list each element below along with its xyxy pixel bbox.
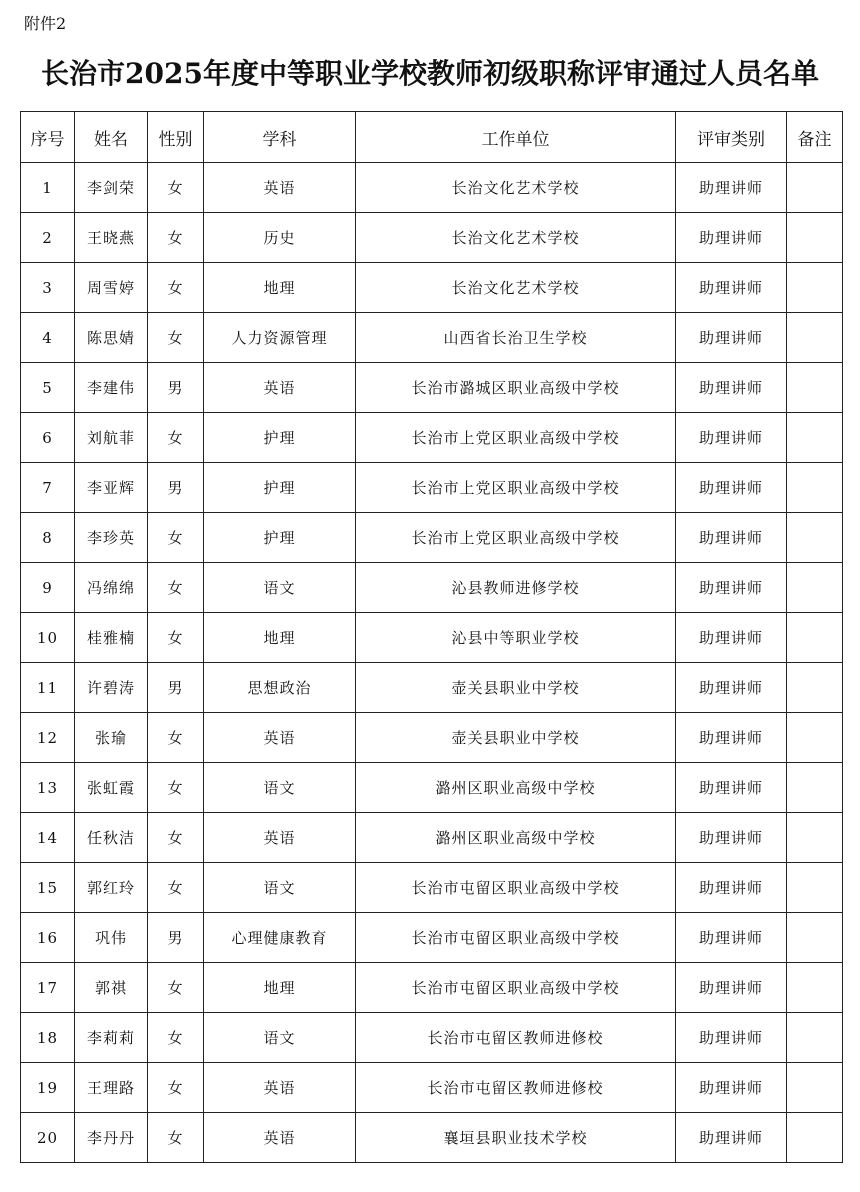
page-title: 长治市2025年度中等职业学校教师初级职称评审通过人员名单	[41, 57, 819, 90]
cell-remarks	[787, 913, 843, 963]
cell-index: 20	[21, 1113, 75, 1163]
cell-name: 李珍英	[75, 513, 148, 563]
cell-gender: 女	[148, 863, 204, 913]
table-header-row	[21, 112, 843, 163]
cell-workplace: 沁县教师进修学校	[356, 563, 676, 613]
cell-name: 王理路	[75, 1063, 148, 1113]
cell-workplace: 长治市屯留区职业高级中学校	[356, 863, 676, 913]
cell-remarks	[787, 163, 843, 213]
cell-remarks	[787, 1113, 843, 1163]
cell-workplace: 长治市屯留区职业高级中学校	[356, 913, 676, 963]
attachment-label: 附件2	[24, 14, 67, 33]
cell-review-category: 助理讲师	[676, 513, 787, 563]
cell-remarks	[787, 263, 843, 313]
cell-name: 桂雅楠	[75, 613, 148, 663]
cell-subject: 思想政治	[204, 663, 356, 713]
cell-gender: 女	[148, 213, 204, 263]
cell-index: 11	[21, 663, 75, 713]
cell-subject: 历史	[204, 213, 356, 263]
header-review-category: 评审类别	[676, 112, 787, 163]
cell-index: 12	[21, 713, 75, 763]
cell-gender: 女	[148, 313, 204, 363]
cell-name: 刘航菲	[75, 413, 148, 463]
cell-index: 16	[21, 913, 75, 963]
header-remarks: 备注	[787, 112, 843, 163]
cell-gender: 女	[148, 1113, 204, 1163]
cell-gender: 女	[148, 1063, 204, 1113]
cell-review-category: 助理讲师	[676, 263, 787, 313]
cell-workplace: 长治文化艺术学校	[356, 213, 676, 263]
cell-remarks	[787, 613, 843, 663]
cell-gender: 男	[148, 463, 204, 513]
cell-remarks	[787, 863, 843, 913]
header-gender: 性别	[148, 112, 204, 163]
cell-remarks	[787, 813, 843, 863]
cell-subject: 心理健康教育	[204, 913, 356, 963]
cell-review-category: 助理讲师	[676, 463, 787, 513]
cell-workplace: 襄垣县职业技术学校	[356, 1113, 676, 1163]
cell-index: 14	[21, 813, 75, 863]
cell-remarks	[787, 563, 843, 613]
cell-name: 李亚辉	[75, 463, 148, 513]
cell-workplace: 长治市屯留区教师进修校	[356, 1063, 676, 1113]
cell-subject: 英语	[204, 813, 356, 863]
table-row	[21, 763, 843, 813]
cell-subject: 英语	[204, 713, 356, 763]
cell-subject: 地理	[204, 963, 356, 1013]
header-workplace: 工作单位	[356, 112, 676, 163]
table-row	[21, 313, 843, 363]
cell-name: 李剑荣	[75, 163, 148, 213]
cell-workplace: 长治文化艺术学校	[356, 263, 676, 313]
cell-workplace: 长治市屯留区教师进修校	[356, 1013, 676, 1063]
table-row	[21, 1063, 843, 1113]
cell-workplace: 长治市上党区职业高级中学校	[356, 513, 676, 563]
cell-index: 9	[21, 563, 75, 613]
table-row	[21, 513, 843, 563]
table-row	[21, 263, 843, 313]
cell-subject: 护理	[204, 413, 356, 463]
cell-review-category: 助理讲师	[676, 313, 787, 363]
table-row	[21, 363, 843, 413]
cell-index: 19	[21, 1063, 75, 1113]
cell-name: 郭红玲	[75, 863, 148, 913]
cell-remarks	[787, 1013, 843, 1063]
table-row	[21, 863, 843, 913]
cell-review-category: 助理讲师	[676, 813, 787, 863]
cell-remarks	[787, 513, 843, 563]
cell-name: 陈思婧	[75, 313, 148, 363]
cell-remarks	[787, 213, 843, 263]
cell-name: 李建伟	[75, 363, 148, 413]
cell-name: 李丹丹	[75, 1113, 148, 1163]
cell-name: 郭祺	[75, 963, 148, 1013]
cell-index: 13	[21, 763, 75, 813]
cell-subject: 英语	[204, 1063, 356, 1113]
header-subject: 学科	[204, 112, 356, 163]
cell-remarks	[787, 413, 843, 463]
header-name: 姓名	[75, 112, 148, 163]
cell-name: 李莉莉	[75, 1013, 148, 1063]
cell-index: 15	[21, 863, 75, 913]
cell-workplace: 山西省长治卫生学校	[356, 313, 676, 363]
header-index: 序号	[21, 112, 75, 163]
table-row	[21, 663, 843, 713]
cell-workplace: 潞州区职业高级中学校	[356, 763, 676, 813]
cell-subject: 语文	[204, 863, 356, 913]
cell-remarks	[787, 713, 843, 763]
cell-index: 3	[21, 263, 75, 313]
cell-index: 2	[21, 213, 75, 263]
cell-subject: 地理	[204, 263, 356, 313]
cell-index: 6	[21, 413, 75, 463]
table-row	[21, 713, 843, 763]
cell-subject: 英语	[204, 163, 356, 213]
cell-gender: 女	[148, 763, 204, 813]
cell-review-category: 助理讲师	[676, 1063, 787, 1113]
cell-workplace: 长治市潞城区职业高级中学校	[356, 363, 676, 413]
cell-index: 7	[21, 463, 75, 513]
cell-name: 任秋洁	[75, 813, 148, 863]
cell-gender: 女	[148, 1013, 204, 1063]
cell-name: 张虹霞	[75, 763, 148, 813]
cell-gender: 女	[148, 263, 204, 313]
cell-remarks	[787, 463, 843, 513]
cell-subject: 语文	[204, 763, 356, 813]
cell-review-category: 助理讲师	[676, 863, 787, 913]
cell-subject: 英语	[204, 363, 356, 413]
cell-review-category: 助理讲师	[676, 363, 787, 413]
table-row	[21, 1113, 843, 1163]
cell-remarks	[787, 313, 843, 363]
cell-subject: 英语	[204, 1113, 356, 1163]
cell-remarks	[787, 363, 843, 413]
cell-review-category: 助理讲师	[676, 913, 787, 963]
cell-index: 4	[21, 313, 75, 363]
cell-workplace: 潞州区职业高级中学校	[356, 813, 676, 863]
cell-name: 王晓燕	[75, 213, 148, 263]
cell-review-category: 助理讲师	[676, 613, 787, 663]
cell-review-category: 助理讲师	[676, 713, 787, 763]
cell-index: 10	[21, 613, 75, 663]
table-row	[21, 963, 843, 1013]
cell-gender: 女	[148, 963, 204, 1013]
cell-review-category: 助理讲师	[676, 563, 787, 613]
cell-remarks	[787, 763, 843, 813]
cell-gender: 女	[148, 163, 204, 213]
cell-workplace: 壶关县职业中学校	[356, 713, 676, 763]
cell-gender: 女	[148, 813, 204, 863]
cell-subject: 地理	[204, 613, 356, 663]
cell-gender: 男	[148, 663, 204, 713]
cell-index: 17	[21, 963, 75, 1013]
table-row	[21, 413, 843, 463]
cell-remarks	[787, 663, 843, 713]
table-row	[21, 163, 843, 213]
table-body	[21, 163, 843, 1163]
cell-remarks	[787, 1063, 843, 1113]
cell-gender: 女	[148, 613, 204, 663]
cell-review-category: 助理讲师	[676, 1113, 787, 1163]
cell-workplace: 长治文化艺术学校	[356, 163, 676, 213]
cell-review-category: 助理讲师	[676, 963, 787, 1013]
cell-index: 5	[21, 363, 75, 413]
cell-index: 18	[21, 1013, 75, 1063]
cell-review-category: 助理讲师	[676, 1013, 787, 1063]
cell-remarks	[787, 963, 843, 1013]
table-row	[21, 213, 843, 263]
cell-workplace: 长治市上党区职业高级中学校	[356, 413, 676, 463]
cell-name: 冯绵绵	[75, 563, 148, 613]
cell-workplace: 壶关县职业中学校	[356, 663, 676, 713]
cell-gender: 女	[148, 713, 204, 763]
roster-table	[20, 111, 843, 1163]
table-row	[21, 913, 843, 963]
table-row	[21, 613, 843, 663]
cell-review-category: 助理讲师	[676, 413, 787, 463]
table-row	[21, 1013, 843, 1063]
table-row	[21, 463, 843, 513]
cell-gender: 男	[148, 363, 204, 413]
cell-review-category: 助理讲师	[676, 763, 787, 813]
cell-gender: 女	[148, 413, 204, 463]
cell-subject: 语文	[204, 563, 356, 613]
cell-subject: 护理	[204, 463, 356, 513]
cell-name: 许碧涛	[75, 663, 148, 713]
cell-review-category: 助理讲师	[676, 163, 787, 213]
cell-gender: 女	[148, 563, 204, 613]
cell-workplace: 长治市屯留区职业高级中学校	[356, 963, 676, 1013]
cell-subject: 语文	[204, 1013, 356, 1063]
cell-review-category: 助理讲师	[676, 213, 787, 263]
cell-name: 周雪婷	[75, 263, 148, 313]
cell-workplace: 沁县中等职业学校	[356, 613, 676, 663]
cell-gender: 男	[148, 913, 204, 963]
cell-workplace: 长治市上党区职业高级中学校	[356, 463, 676, 513]
cell-review-category: 助理讲师	[676, 663, 787, 713]
cell-subject: 人力资源管理	[204, 313, 356, 363]
cell-index: 1	[21, 163, 75, 213]
cell-subject: 护理	[204, 513, 356, 563]
cell-name: 张瑜	[75, 713, 148, 763]
cell-gender: 女	[148, 513, 204, 563]
table-row	[21, 563, 843, 613]
table-row	[21, 813, 843, 863]
cell-index: 8	[21, 513, 75, 563]
cell-name: 巩伟	[75, 913, 148, 963]
